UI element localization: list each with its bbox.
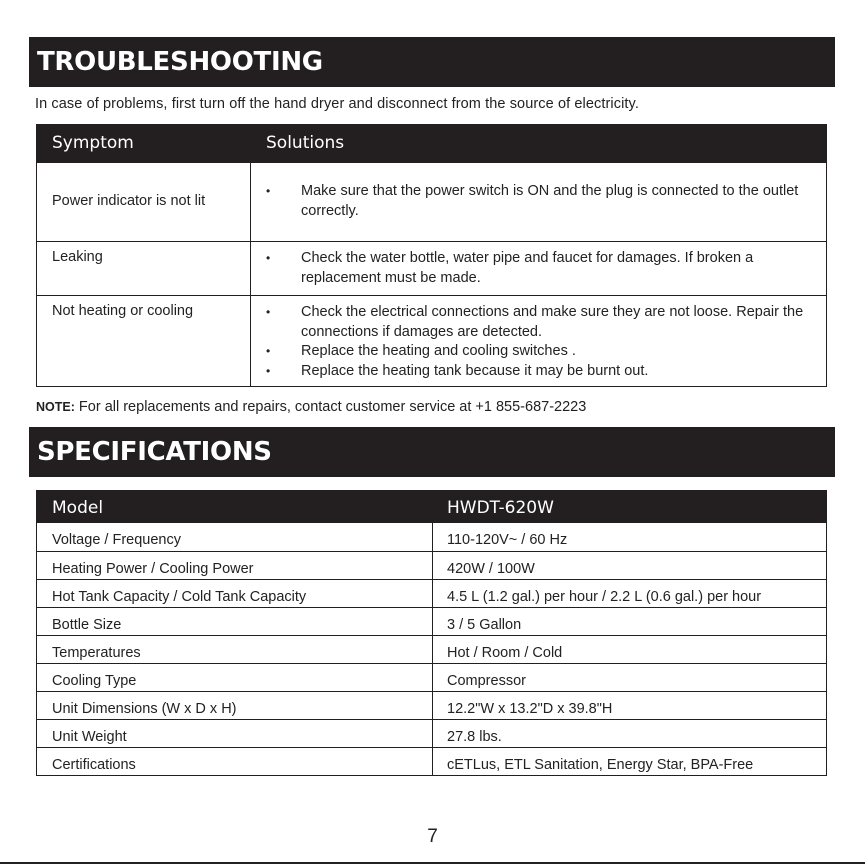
solutions-cell <box>251 242 826 295</box>
spec-label-cell: Cooling Type <box>37 664 433 691</box>
table-row <box>37 579 826 607</box>
spec-label-cell: Temperatures <box>37 636 433 663</box>
table-row <box>37 241 826 295</box>
note-text: For all replacements and repairs, contact customer service at +1 855-687-2223 <box>74 399 587 415</box>
table-row <box>37 523 826 551</box>
spec-label-cell: Certifications <box>37 748 433 775</box>
spec-label-cell: Hot Tank Capacity / Cold Tank Capacity <box>37 580 433 607</box>
specifications-table-header <box>37 490 826 523</box>
spec-label-cell: Bottle Size <box>37 608 433 635</box>
spec-value-cell: Hot / Room / Cold <box>447 645 563 661</box>
solutions-cell <box>251 163 826 241</box>
note-label: NOTE: <box>36 400 75 414</box>
symptom-cell: Power indicator is not lit <box>37 163 251 241</box>
table-row <box>37 551 826 579</box>
column-header-solutions: Solutions <box>266 133 345 153</box>
symptom-cell: Leaking <box>37 242 251 295</box>
table-row <box>37 691 826 719</box>
specifications-table <box>36 490 827 776</box>
solution-item: • Check the electrical connections and make sure they are not loose. Repair the connections if damages are detected. <box>266 303 814 342</box>
solution-item: • Replace the heating tank because it may be burnt out. <box>266 362 814 382</box>
spec-value-cell: Compressor <box>447 673 526 689</box>
solution-item: • Check the water bottle, water pipe and faucet for damages. If broken a replacement must be made. <box>266 249 814 288</box>
table-row <box>37 719 826 747</box>
spec-value-cell: 3 / 5 Gallon <box>447 617 522 633</box>
spec-value-cell: 12.2"W x 13.2"D x 39.8"H <box>447 701 613 717</box>
spec-value-cell: 4.5 L (1.2 gal.) per hour / 2.2 L (0.6 gal.) per hour <box>447 589 762 605</box>
spec-value-cell: 27.8 lbs. <box>447 729 502 745</box>
troubleshooting-table <box>36 124 827 387</box>
table-row <box>37 663 826 691</box>
spec-label-cell: Heating Power / Cooling Power <box>37 552 433 579</box>
spec-label-cell: Unit Weight <box>37 720 433 747</box>
solution-item: • Replace the heating and cooling switches . <box>266 342 814 362</box>
spec-label-cell: Unit Dimensions (W x D x H) <box>37 692 433 719</box>
troubleshooting-intro: In case of problems, first turn off the hand dryer and disconnect from the source of electricity. <box>35 96 639 112</box>
specifications-table-body <box>37 523 826 775</box>
table-row <box>37 635 826 663</box>
solution-item: • Make sure that the power switch is ON and the plug is connected to the outlet correctly. <box>266 182 814 221</box>
spec-value-cell: cETLus, ETL Sanitation, Energy Star, BPA-Free <box>447 757 754 773</box>
table-row <box>37 162 826 241</box>
troubleshooting-table-header <box>37 125 826 162</box>
spec-value-cell: 420W / 100W <box>447 561 535 577</box>
specifications-heading: SPECIFICATIONS <box>29 427 835 477</box>
page-number: 7 <box>427 826 438 847</box>
service-note <box>36 399 586 415</box>
solutions-cell <box>251 296 826 386</box>
table-row <box>37 607 826 635</box>
spec-value-cell: 110-120V~ / 60 Hz <box>447 532 568 548</box>
table-row <box>37 295 826 386</box>
footer-rule <box>0 862 865 864</box>
symptom-cell: Not heating or cooling <box>37 296 251 386</box>
column-header-model-number: HWDT-620W <box>447 498 554 518</box>
column-header-symptom: Symptom <box>52 133 134 153</box>
column-header-model: Model <box>52 498 104 518</box>
troubleshooting-heading: TROUBLESHOOTING <box>29 37 835 87</box>
spec-label-cell: Voltage / Frequency <box>37 523 433 551</box>
table-row <box>37 747 826 775</box>
